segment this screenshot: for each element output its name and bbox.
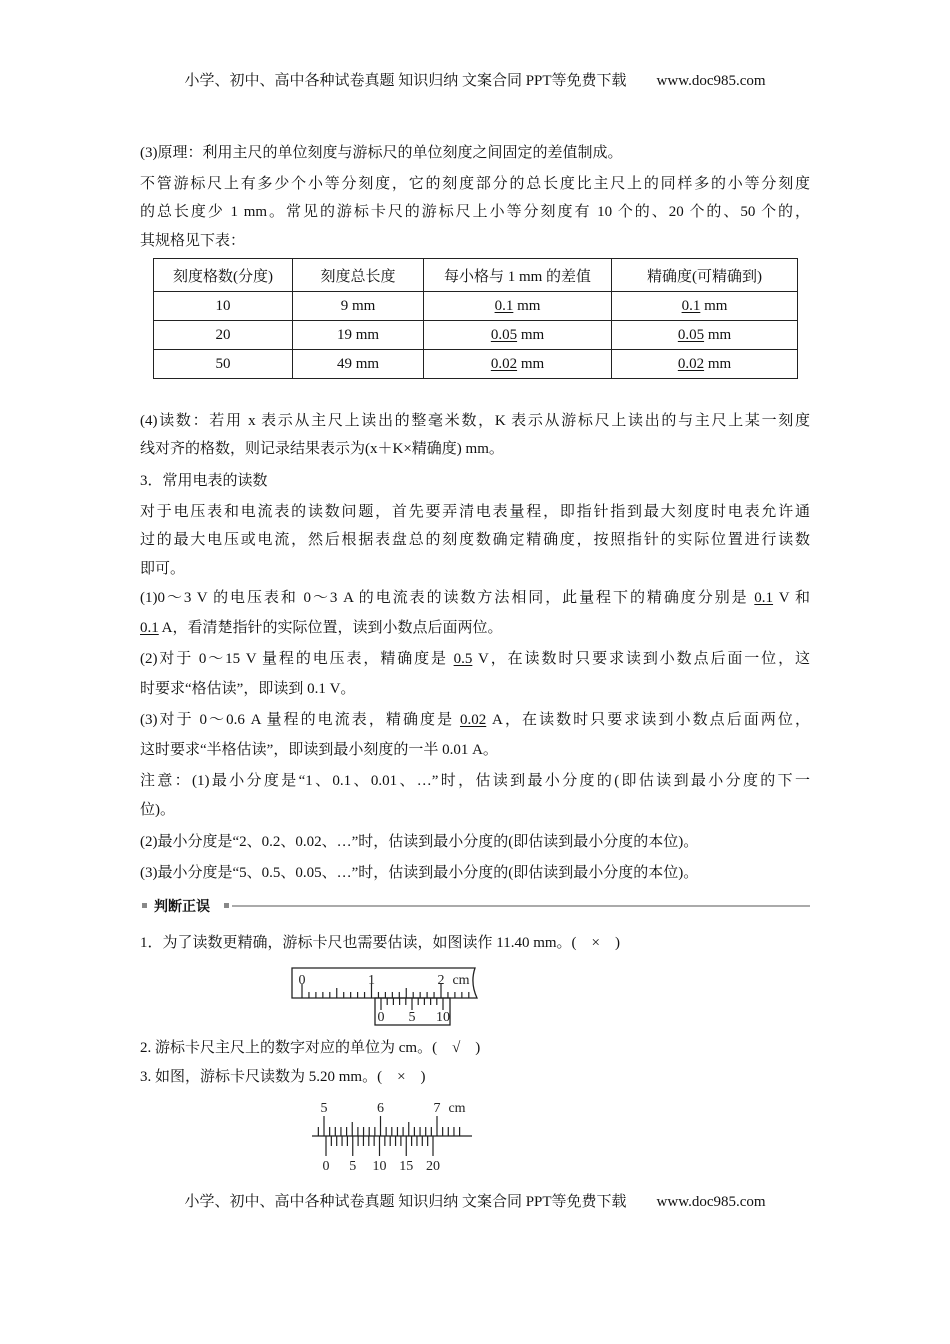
table-cell: 49 mm (293, 350, 424, 379)
table-cell: 19 mm (293, 321, 424, 350)
table-header: 刻度格数(分度) (154, 259, 293, 292)
section-title: 3．常用电表的读数 (140, 473, 268, 489)
answer-value: 0.1 (681, 297, 701, 314)
main-scale-label: 6 (377, 1101, 384, 1116)
unit: mm (513, 297, 541, 314)
table-header: 刻度总长度 (293, 259, 424, 292)
note-line: (2)最小分度是“2、0.2、0.02、…”时，估读到最小分度的(即估读到最小分度的本位)。 (140, 834, 699, 850)
judge-question-3: 3. 如图，游标卡尺读数为 5.20 mm。( × ) (140, 1069, 426, 1085)
vernier-scale-label: 0 (322, 1159, 330, 1174)
answer-value: 0.05 (490, 326, 518, 343)
main-scale-label: 0 (298, 973, 306, 988)
main-scale-label: 1 (368, 973, 375, 988)
meters-line: 即可。 (140, 561, 186, 577)
answer-value: 0.1 (754, 590, 774, 606)
unit: mm (704, 355, 732, 372)
unit: mm (704, 326, 732, 343)
text: (2)对于 0～15 V 量程的电压表，精确度是 (140, 651, 454, 667)
unit: mm (700, 297, 728, 314)
section-heading: 判断正误 (154, 899, 210, 915)
answer-value: 0.02 (677, 355, 705, 372)
unit-label: cm (452, 973, 470, 988)
meters-item-2: 时要求“格估读”，即读到 0.1 V。 (140, 681, 356, 697)
note-line: 位)。 (140, 802, 175, 818)
judge-question-1: 1．为了读数更精确，游标卡尺也需要估读，如图读作 11.40 mm。( × ) (140, 935, 620, 951)
text: A，在读数时只要求读到小数点后面两位， (486, 712, 810, 728)
page-footer (0, 1190, 950, 1211)
table-cell: 10 (154, 292, 293, 321)
principle-line: 其规格见下表： (140, 233, 246, 249)
answer-value: 0.02 (490, 355, 518, 372)
vernier-scale-label: 10 (372, 1159, 387, 1174)
main-scale-label: 7 (433, 1101, 441, 1116)
text: (3)对于 0～0.6 A 量程的电流表，精确度是 (140, 712, 460, 728)
unit-label: cm (448, 1101, 466, 1116)
answer-value: 0.1 (140, 620, 159, 636)
main-scale-label: 5 (320, 1101, 328, 1116)
text: V 和 (773, 590, 811, 606)
reading-line: 线对齐的格数，则记录结果表示为(x＋K×精确度) mm。 (140, 441, 504, 457)
answer-value: 0.1 (494, 297, 514, 314)
header-text: 小学、初中、高中各种试卷真题 知识归纳 文案合同 PPT等免费下载 (184, 73, 627, 89)
unit: mm (517, 326, 545, 343)
meters-line: 过的最大电压或电流，然后根据表盘总的刻度数确定精确度，按照指针的实际位置进行读数 (140, 532, 810, 548)
main-scale-label: 2 (437, 973, 445, 988)
meters-item-3: 这时要求“半格估读”，即读到最小刻度的一半 0.01 A。 (140, 742, 498, 758)
principle-line: 不管游标尺上有多少个小等分刻度，它的刻度部分的总长度比主尺上的同样多的小等分刻度 (140, 176, 810, 192)
principle-line: 的总长度少 1 mm。常见的游标卡尺的游标尺上小等分刻度有 10 个的、20 个的、50 个的， (140, 204, 810, 220)
answer-value: 0.5 (453, 651, 473, 667)
footer-site: www.doc985.com (656, 1194, 766, 1210)
table-header: 每小格与 1 mm 的差值 (424, 259, 612, 292)
text: (1)0～3 V 的电压表和 0～3 A 的电流表的读数方法相同，此量程下的精确度分别是 (140, 590, 755, 606)
table-header: 精确度(可精确到) (612, 259, 798, 292)
vernier-scale-label: 10 (436, 1010, 450, 1025)
vernier-scale-label: 15 (399, 1159, 414, 1174)
note-line: 注意：(1)最小分度是“1、0.1、0.01、…”时，估读到最小分度的(即估读到最小分度的下一 (140, 773, 810, 789)
unit: mm (517, 355, 545, 372)
judge-question-2: 2. 游标卡尺主尺上的数字对应的单位为 cm。( √ ) (140, 1040, 481, 1056)
vernier-scale-label: 0 (377, 1010, 385, 1025)
vernier-scale-label: 5 (408, 1010, 416, 1025)
text: V，在读数时只要求读到小数点后面一位，这 (472, 651, 810, 667)
table-cell: 50 (154, 350, 293, 379)
table-cell: 20 (154, 321, 293, 350)
header-site: www.doc985.com (656, 73, 766, 89)
vernier-scale-label: 5 (349, 1159, 357, 1174)
text: A，看清楚指针的实际位置，读到小数点后面两位。 (158, 620, 503, 636)
reading-line: (4)读数：若用 x 表示从主尺上读出的整毫米数，K 表示从游标尺上读出的与主尺上某一刻度 (140, 413, 810, 429)
note-line: (3)最小分度是“5、0.5、0.05、…”时，估读到最小分度的(即估读到最小分度的本位)。 (140, 865, 699, 881)
main-scale-body (292, 968, 477, 998)
footer-text: 小学、初中、高中各种试卷真题 知识归纳 文案合同 PPT等免费下载 (184, 1194, 627, 1210)
meters-line: 对于电压表和电流表的读数问题，首先要弄清电表量程，即指针指到最大刻度时电表允许通 (140, 504, 810, 520)
principle-line: (3)原理：利用主尺的单位刻度与游标尺的单位刻度之间固定的差值制成。 (140, 145, 623, 161)
vernier-scale-label: 20 (426, 1159, 440, 1174)
answer-value: 0.02 (459, 712, 487, 728)
answer-value: 0.05 (677, 326, 705, 343)
table-cell: 9 mm (293, 292, 424, 321)
